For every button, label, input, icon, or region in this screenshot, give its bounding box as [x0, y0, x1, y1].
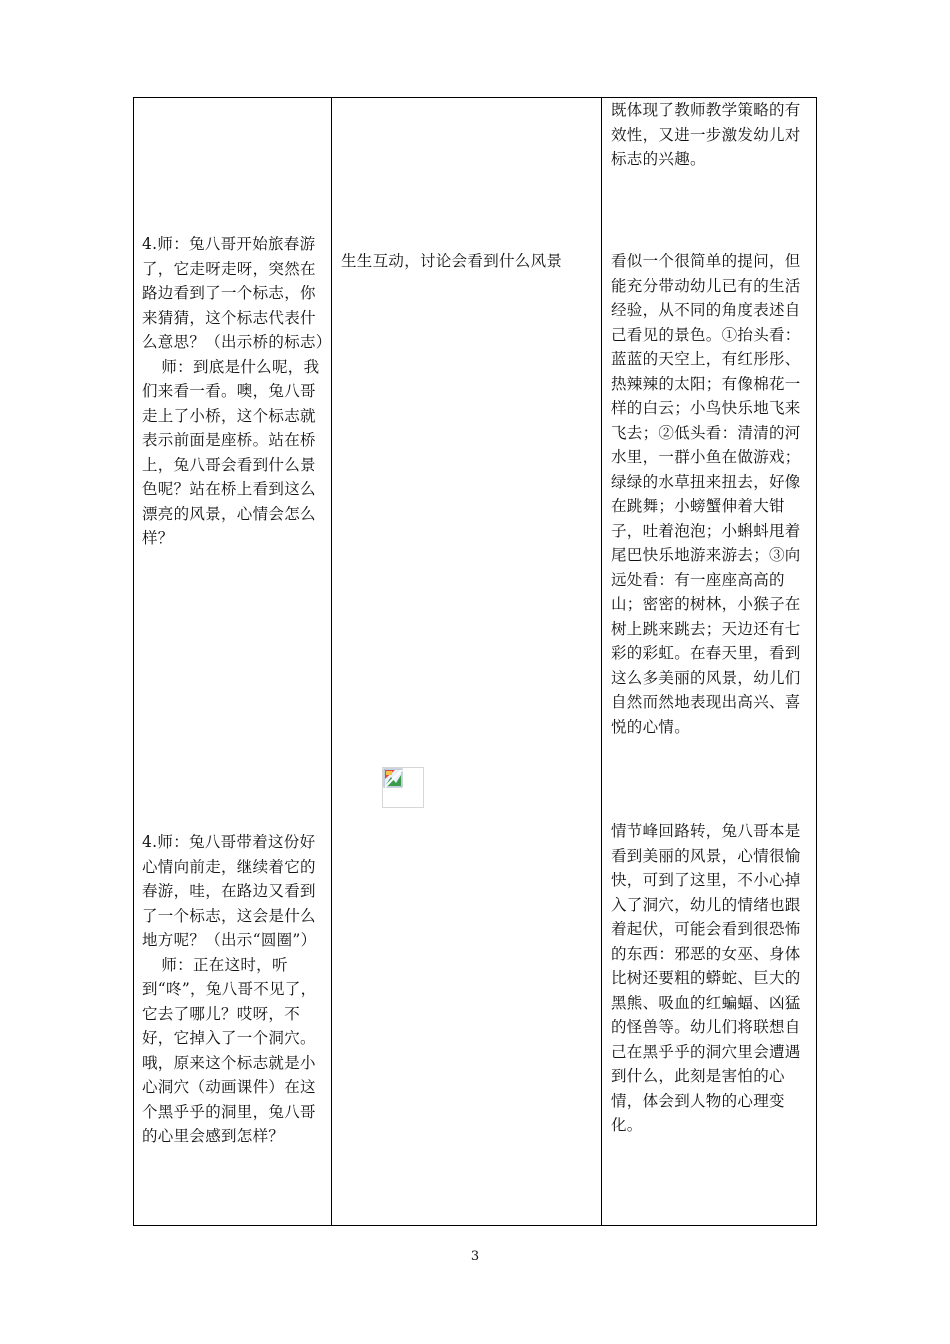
activity-cell-2 — [341, 249, 591, 274]
teacher-cell-3 — [142, 830, 326, 1149]
analysis-text: 情节峰回路转，兔八哥本是看到美丽的风景，心情很愉快，可到了这里，不小心掉入了洞穴，幼儿的情绪也跟着起伏，可能会看到很恐怖的东西：邪恶的女巫、身体比树还要粗的蟒蛇、巨大的黑熊、吸血的红蝙蝠、凶猛的怪兽等。幼儿们将联想自己在黑乎乎的洞穴里会遭遇到什么，此刻是害怕的心情，体会到人物的心理变化。 — [611, 822, 801, 1134]
analysis-text: 看似一个很简单的提问，但能充分带动幼儿已有的生活经验，从不同的角度表述自己看见的景色。①抬头看：蓝蓝的天空上，有红彤彤、热辣辣的太阳；有像棉花一样的白云；小鸟快乐地飞来飞去；②低头看：清清的河水里，一群小鱼在做游戏；绿绿的水草扭来扭去，好像在跳舞；小螃蟹伸着大钳子，吐着泡泡；小蝌蚪甩着尾巴快乐地游来游去；③向远处看：有一座座高高的山；密密的树林，小猴子在树上跳来跳去；天边还有七彩的彩虹。在春天里，看到这么多美丽的风景，幼儿们自然而然地表现出高兴、喜悦的心情。 — [611, 252, 801, 736]
teacher-paragraph: 师：到底是什么呢，我们来看一看。噢，兔八哥走上了小桥，这个标志就表示前面是座桥。站在桥上，兔八哥会看到什么景色呢？站在桥上看到这么漂亮的风景，心情会怎么样？ — [142, 357, 320, 547]
page-number: 3 — [470, 1249, 480, 1264]
column-divider — [601, 98, 602, 1225]
teacher-paragraph: 4.师：兔八哥开始旅春游了，它走呀走呀，突然在路边看到了一个标志，你来猜猜，这个标志代表什么意思？（出示桥的标志） — [142, 235, 332, 351]
teacher-paragraph: 师：正在这时，听到“咚”，兔八哥不见了，它去了哪儿？哎呀，不好，它掉入了一个洞穴。哦，原来这个标志就是小心洞穴（动画课件）在这个黑乎乎的洞里，兔八哥的心里会感到怎样？ — [142, 955, 317, 1145]
analysis-cell-1 — [611, 98, 811, 172]
lesson-table — [133, 97, 817, 1226]
teacher-paragraph: 4.师：兔八哥带着这份好心情向前走，继续着它的春游，哇，在路边又看到了一个标志，这会是什么地方呢？（出示“圆圈”） — [142, 833, 317, 949]
analysis-cell-3 — [611, 819, 811, 1138]
analysis-cell-2 — [611, 249, 811, 739]
activity-text: 生生互动，讨论会看到什么风景 — [341, 252, 563, 270]
analysis-text: 既体现了教师教学策略的有效性，又进一步激发幼儿对标志的兴趣。 — [611, 101, 801, 168]
column-divider — [331, 98, 332, 1225]
teacher-cell-2 — [142, 232, 332, 551]
broken-image-icon — [382, 767, 424, 808]
